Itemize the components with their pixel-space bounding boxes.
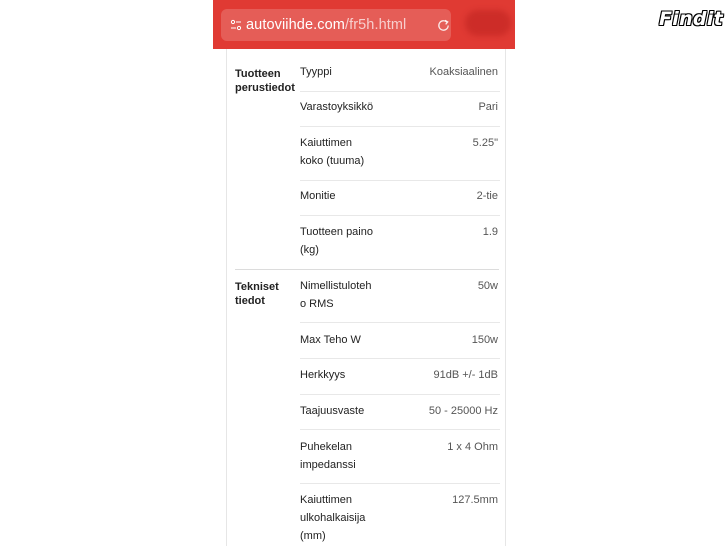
spec-name: Tyyppi xyxy=(300,66,332,78)
spec-row-frequency-response xyxy=(300,402,500,430)
spec-name: Max Teho W xyxy=(300,334,361,346)
spec-value: 50 - 25000 Hz xyxy=(428,405,498,417)
spec-value: 127.5mm xyxy=(452,494,498,506)
spec-row-max-power xyxy=(300,331,500,359)
spec-value: 2-tie xyxy=(476,190,498,202)
site-settings-icon[interactable] xyxy=(230,19,242,31)
url-domain: autoviihde.com xyxy=(246,17,345,33)
phone-screen xyxy=(213,0,515,546)
spec-name: Taajuusvaste xyxy=(300,405,365,417)
spec-row-type xyxy=(300,63,500,92)
browser-address-bar xyxy=(213,0,515,49)
spec-row-rms-power xyxy=(300,277,500,323)
spec-value: Pari xyxy=(478,101,498,113)
spec-value: 1.9 xyxy=(482,226,498,238)
url-text[interactable] xyxy=(246,17,406,33)
spec-value: 5.25" xyxy=(472,137,498,149)
spec-name: Kaiuttimen ulkohalkaisija (mm) xyxy=(300,494,366,542)
section-title-technical-info: Tekniset tiedot xyxy=(235,281,279,307)
spec-row-speaker-size xyxy=(300,134,500,181)
spec-name: Monitie xyxy=(300,190,336,202)
product-specs-table xyxy=(226,49,506,546)
reload-icon[interactable] xyxy=(436,18,451,33)
spec-name: Kaiuttimen koko (tuuma) xyxy=(300,137,365,167)
spec-value: 150w xyxy=(471,334,498,346)
spec-name: Nimellistuloteh o RMS xyxy=(300,280,372,310)
blurred-menu-area xyxy=(465,10,511,36)
url-path: /fr5h.html xyxy=(344,17,407,33)
spec-name: Tuotteen paino (kg) xyxy=(300,226,373,256)
spec-name: Puhekelan impedanssi xyxy=(300,441,356,471)
spec-value: 1 x 4 Ohm xyxy=(447,441,498,453)
spec-value: Koaksiaalinen xyxy=(429,66,498,78)
spec-row-impedance xyxy=(300,438,500,484)
section-divider xyxy=(235,269,499,270)
spec-name: Varastoyksikkö xyxy=(300,101,374,113)
spec-name: Herkkyys xyxy=(300,369,346,381)
url-field[interactable] xyxy=(221,9,451,41)
spec-value: 50w xyxy=(477,280,498,292)
spec-row-stock-unit xyxy=(300,98,500,127)
section-title-basic-info: Tuotteen perustiedot xyxy=(235,68,295,94)
spec-row-ways xyxy=(300,187,500,216)
spec-row-sensitivity xyxy=(300,366,500,395)
spec-row-outer-diameter xyxy=(300,491,500,546)
spec-value: 91dB +/- 1dB xyxy=(433,369,498,381)
findit-logo: Findit xyxy=(659,8,724,30)
spec-row-weight xyxy=(300,223,500,269)
